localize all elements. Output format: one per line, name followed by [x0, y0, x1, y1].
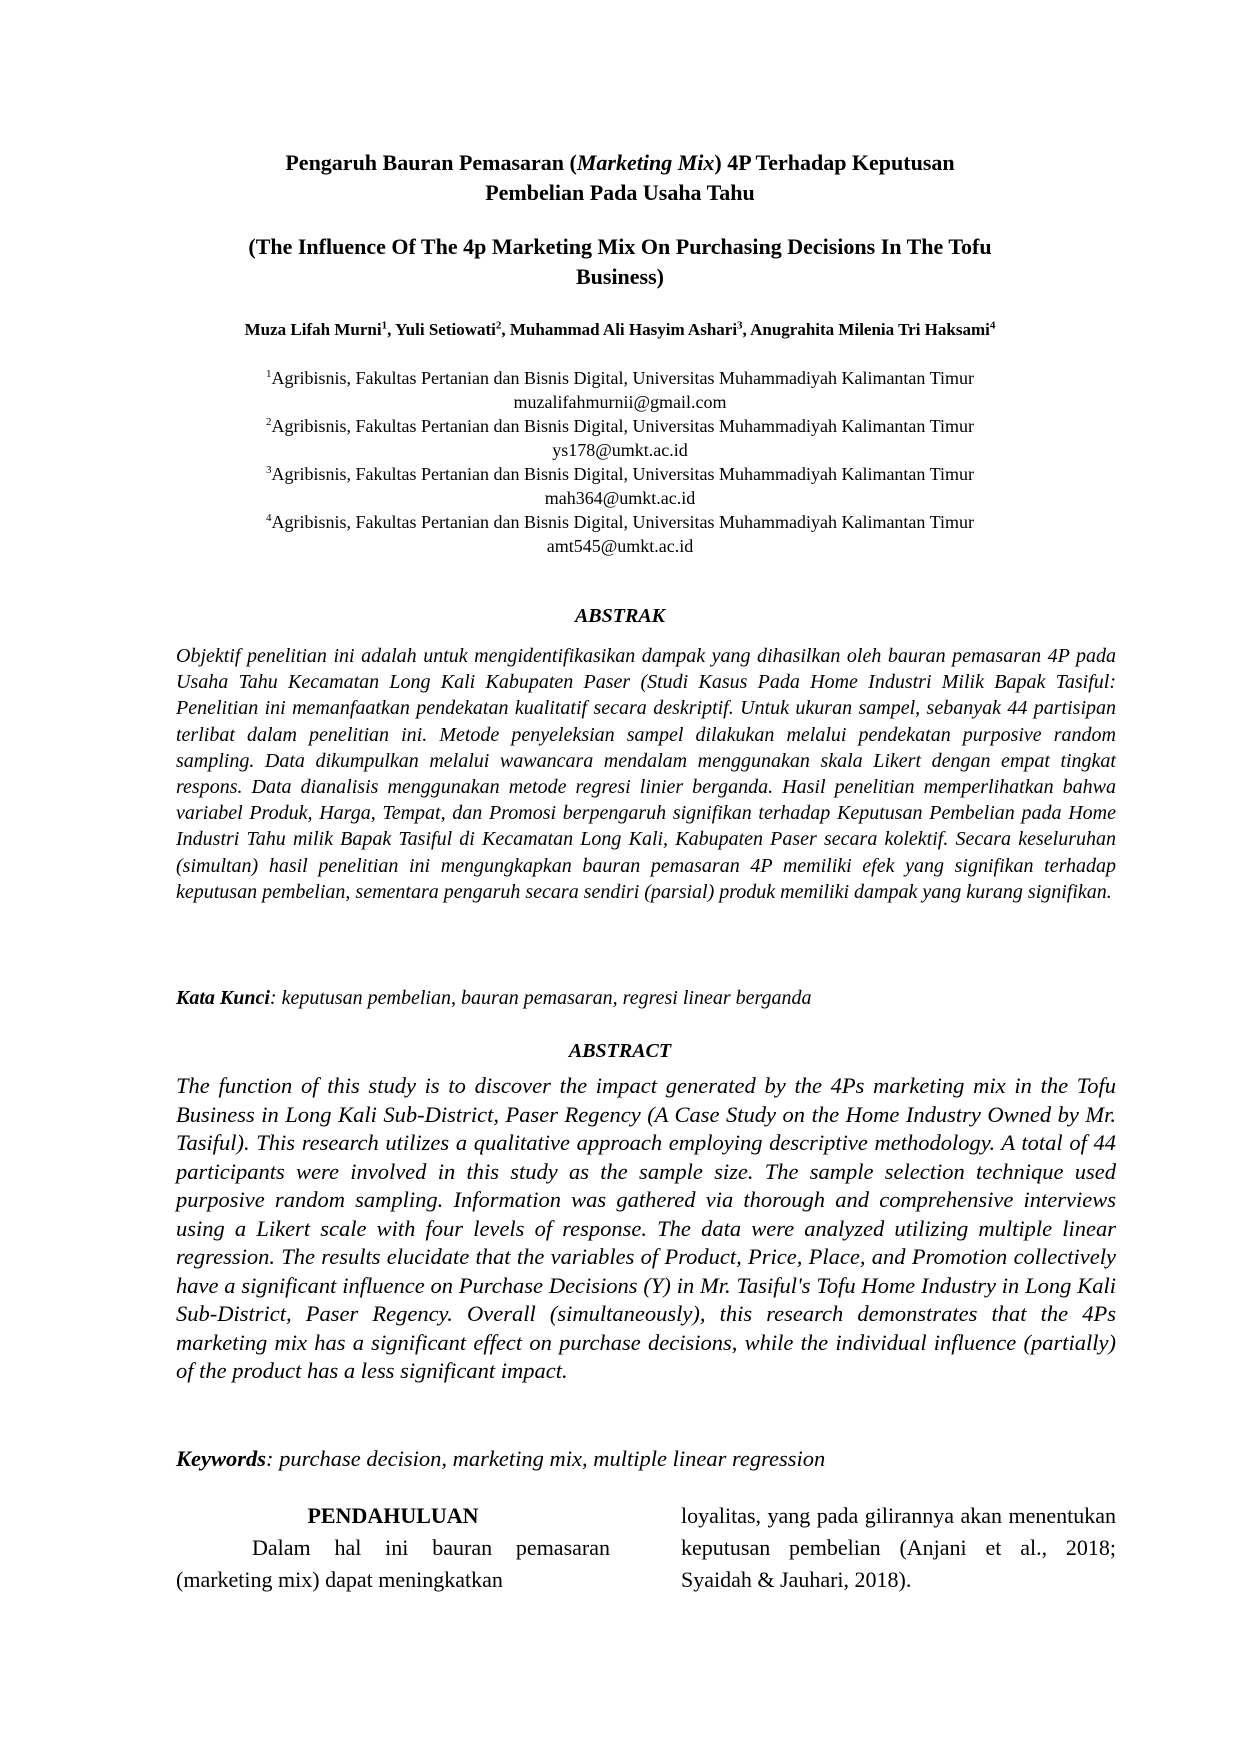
- author-name: Anugrahita Milenia Tri Haksami: [750, 320, 990, 339]
- kata-kunci-text: : keputusan pembelian, bauran pemasaran, regresi linear berganda: [269, 987, 812, 1009]
- author-affil-sup: 1: [381, 319, 388, 332]
- subtitle-line-1: (The Influence Of The 4p Marketing Mix On Purchasing Decisions In The Tofu: [248, 234, 992, 259]
- author-name: Yuli Setiowati: [394, 320, 496, 339]
- author-name: Muza Lifah Murni: [244, 320, 382, 339]
- subtitle-line-2: Business): [575, 264, 665, 289]
- paper-title: [180, 148, 1060, 208]
- affiliation-line: $^3$Agribisnis, Fakultas Pertanian dan Bisnis Digital, Universitas Muhammadiyah Kalimantan Timur: [266, 464, 974, 484]
- author-email: mah364@umkt.ac.id: [544, 488, 696, 508]
- abstract-heading: ABSTRACT: [568, 1040, 672, 1062]
- intro-left-column: [176, 1500, 610, 1596]
- title-line-2: Pembelian Pada Usaha Tahu: [485, 180, 755, 205]
- section-heading: PENDAHULUAN: [307, 1503, 479, 1528]
- intro-paragraph: Dalam hal ini bauran pemasaran (marketing mix) dapat meningkatkan: [176, 1535, 610, 1592]
- keywords-line: [176, 1445, 1116, 1473]
- affiliation-line: $^2$Agribisnis, Fakultas Pertanian dan Bisnis Digital, Universitas Muhammadiyah Kalimantan Timur: [266, 416, 974, 436]
- author-list: Muza Lifah Murni$^1$, Yuli Setiowati$^2$, Muhammad Ali Hasyim Ashari$^3$, Anugrahita Milenia Tri Haksami$^4$: [244, 319, 996, 339]
- author-affil-sup: 4: [989, 319, 996, 332]
- author-email: ys178@umkt.ac.id: [552, 440, 688, 460]
- affiliation-list: [170, 366, 1070, 558]
- paper-subtitle: [180, 232, 1060, 292]
- author-email: amt545@umkt.ac.id: [546, 536, 694, 556]
- kata-kunci-line: [176, 985, 1116, 1011]
- abstract-body: The function of this study is to discover the impact generated by the 4Ps marketing mix in the Tofu Business in Long Kali Sub-District, Paser Regency (A Case Study on the Home Industry Owned by Mr. Tasiful). This research utilizes a qualitative approach employing descriptive methodology. A total of 44 participants were involved in this study as the sample size. The sample selection technique used purposive random sampling. Information was gathered via thorough and comprehensive interviews using a Likert scale with four levels of response. The data were analyzed utilizing multiple linear regression. The results elucidate that the variables of Product, Price, Place, and Promotion collectively have a significant influence on Purchase Decisions (Y) in Mr. Tasiful's Tofu Home Industry in Long Kali Sub-District, Paser Regency. Overall (simultaneously), this research demonstrates that the 4Ps marketing mix has a significant effect on purchase decisions, while the individual influence (partially) of the product has a less significant impact.: [176, 1073, 1116, 1383]
- author-affil-sup: 3: [737, 319, 743, 332]
- kata-kunci-label: Kata Kunci: [176, 987, 270, 1009]
- keywords-label: Keywords: [176, 1446, 266, 1471]
- title-line-1: Pengaruh Bauran Pemasaran (Marketing Mix) 4P Terhadap Keputusan: [285, 150, 955, 175]
- author-name: Muhammad Ali Hasyim Ashari: [509, 320, 738, 339]
- abstrak-body: Objektif penelitian ini adalah untuk mengidentifikasikan dampak yang dihasilkan oleh bauran pemasaran 4P pada Usaha Tahu Kecamatan Long Kali Kabupaten Paser (Studi Kasus Pada Home Industri Milik Bapak Tasiful: Penelitian ini memanfaatkan pendekatan kualitatif secara deskriptif. Untuk ukuran sampel, sebanyak 44 partisipan terlibat dalam penelitian ini. Metode penyeleksian sampel dilakukan melalui pendekatan purposive random sampling. Data dikumpulkan melalui wawancara mendalam menggunakan skala Likert dengan empat tingkat respons. Data dianalisis menggunakan metode regresi linier berganda. Hasil penelitian memperlihatkan bahwa variabel Produk, Harga, Tempat, dan Promosi berpengaruh signifikan terhadap Keputusan Pembelian pada Home Industri Tahu milik Bapak Tasiful di Kecamatan Long Kali, Kabupaten Paser secara kolektif. Secara keseluruhan (simultan) hasil penelitian ini mengungkapkan bauran pemasaran 4P memiliki efek yang signifikan terhadap keputusan pembelian, sementara pengaruh secara sendiri (parsial) produk memiliki dampak yang kurang signifikan.: [176, 645, 1116, 903]
- author-affil-sup: 2: [495, 319, 502, 332]
- intro-right-column: loyalitas, yang pada gilirannya akan menentukan keputusan pembelian (Anjani et al., 2018; Syaidah & Jauhari, 2018).: [681, 1503, 1116, 1592]
- keywords-text: : purchase decision, marketing mix, multiple linear regression: [266, 1446, 826, 1471]
- abstrak-heading: ABSTRAK: [574, 605, 666, 627]
- affiliation-line: $^4$Agribisnis, Fakultas Pertanian dan Bisnis Digital, Universitas Muhammadiyah Kalimantan Timur: [266, 512, 974, 532]
- affiliation-line: $^1$Agribisnis, Fakultas Pertanian dan Bisnis Digital, Universitas Muhammadiyah Kalimantan Timur: [266, 368, 974, 388]
- author-email: muzalifahmurnii@gmail.com: [513, 392, 727, 412]
